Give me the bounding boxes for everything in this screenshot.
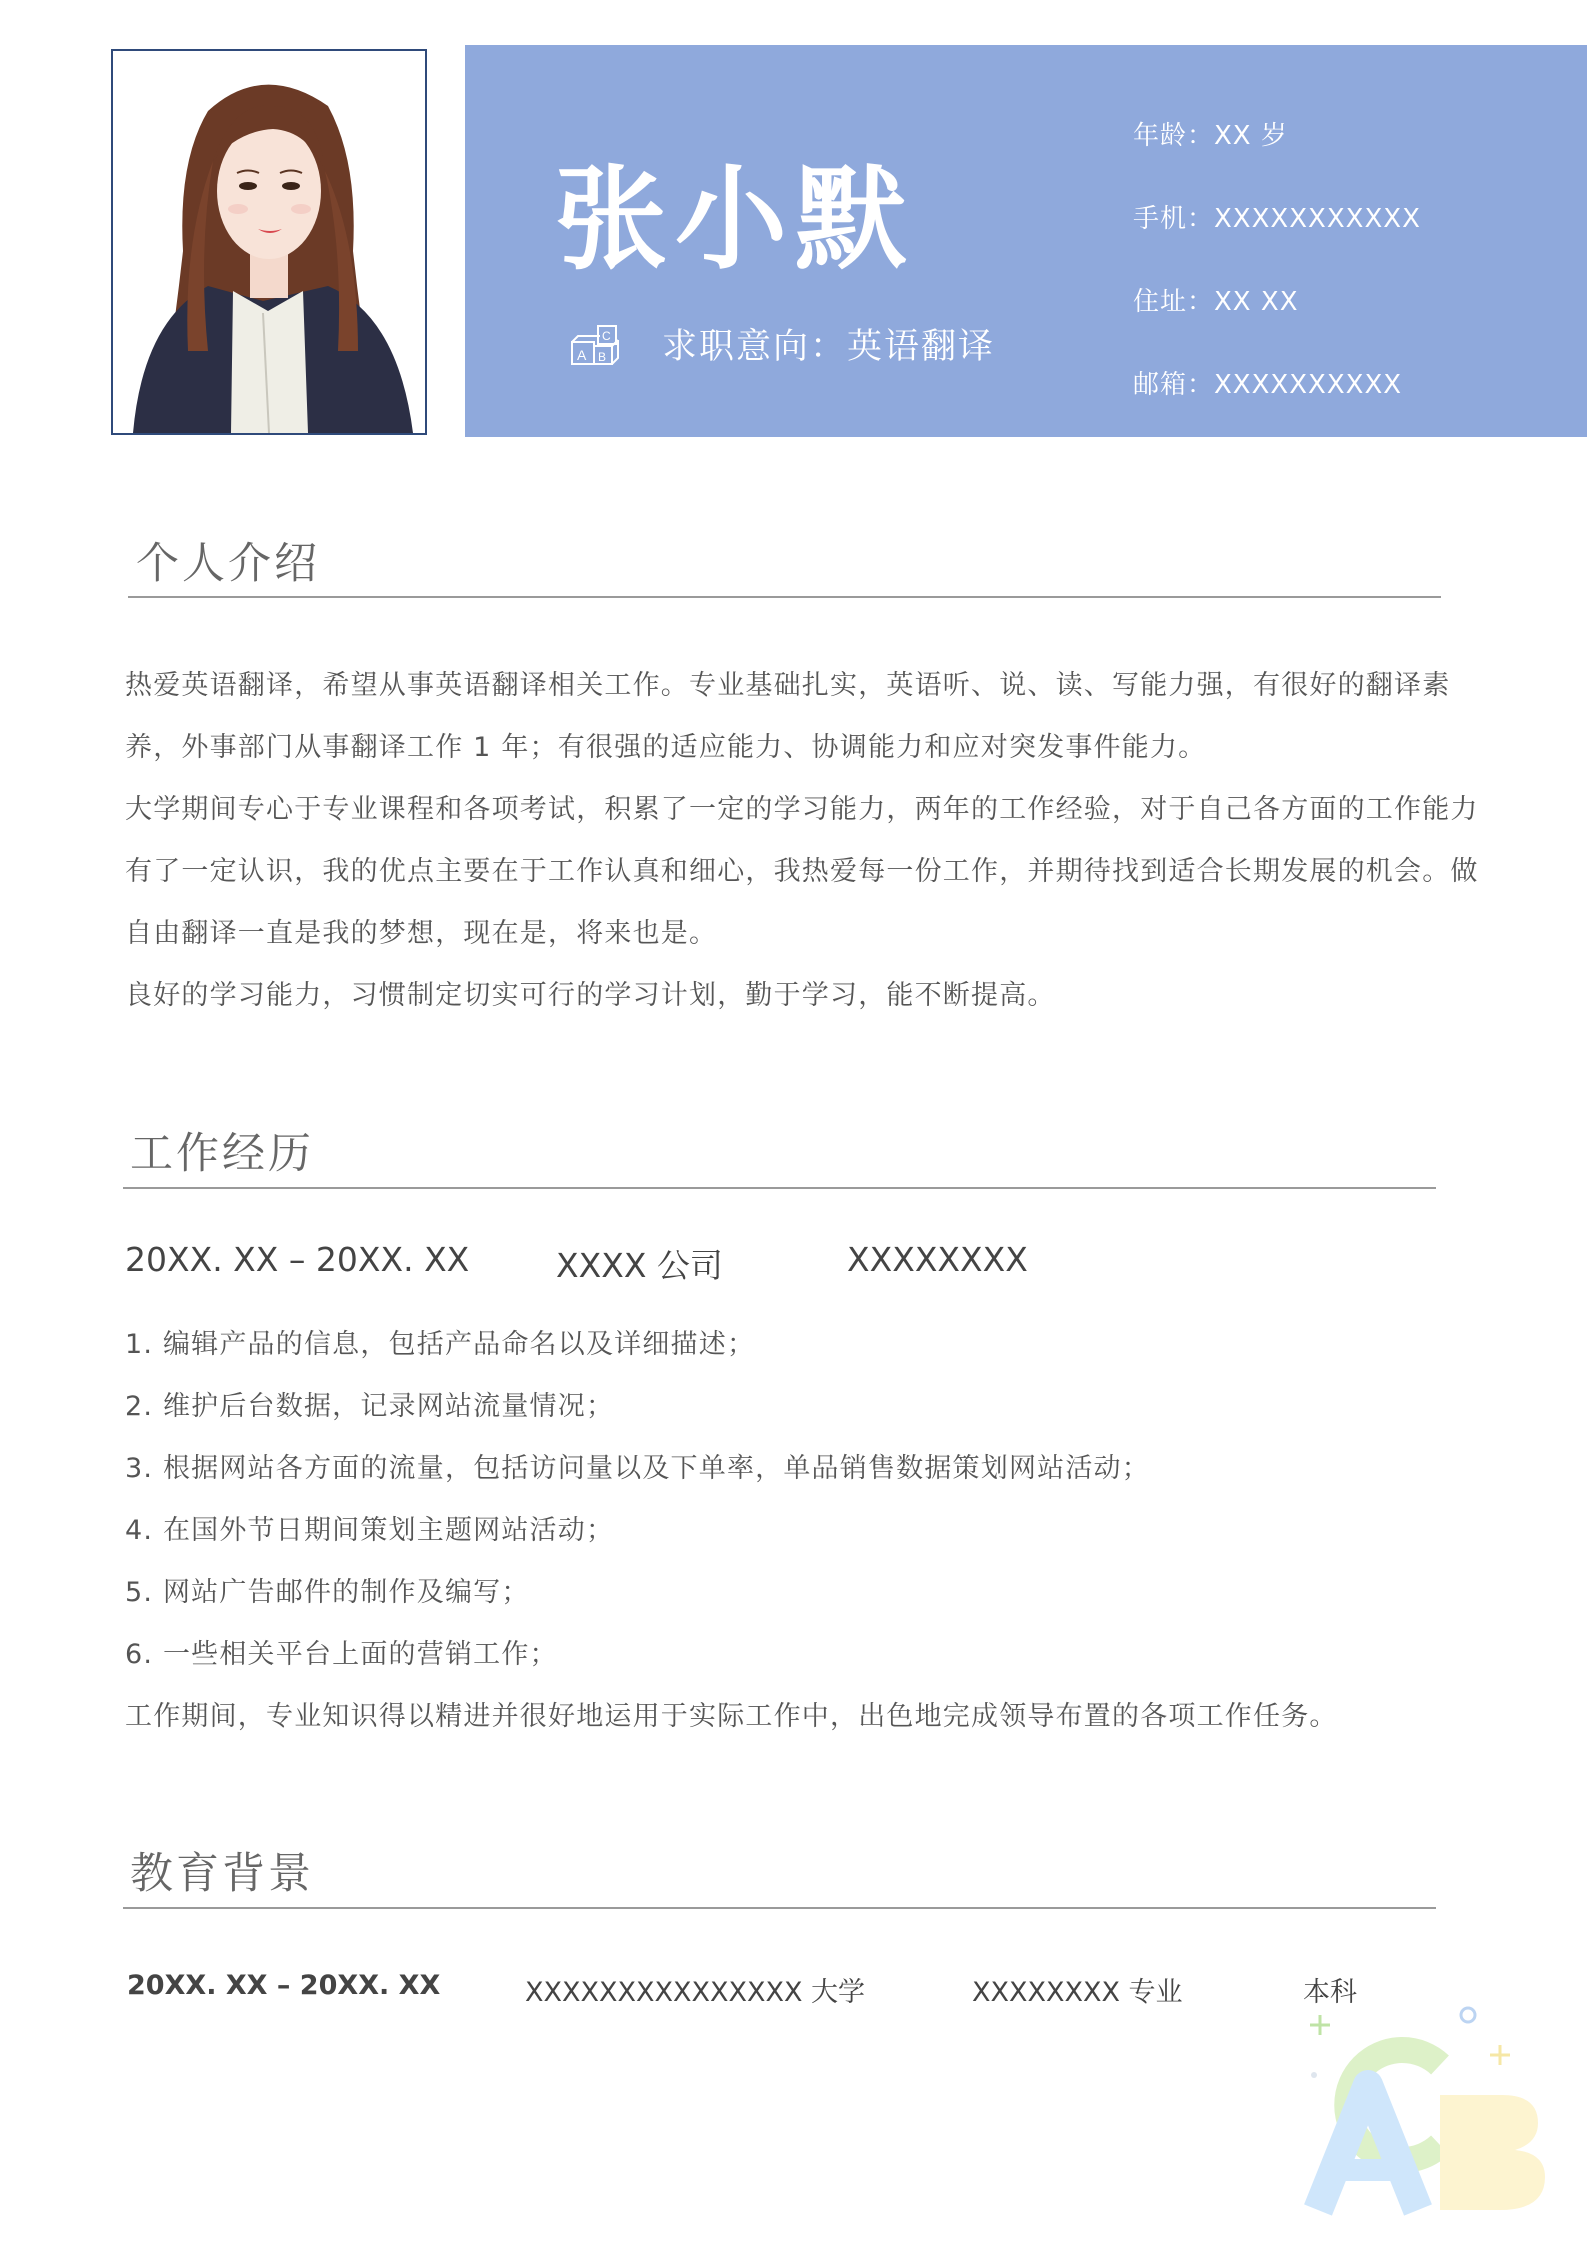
header-banner	[465, 45, 1587, 437]
work-duty-item: 2. 维护后台数据，记录网站流量情况；	[125, 1391, 615, 1422]
abc-blocks-icon	[568, 320, 630, 372]
education-school: XXXXXXXXXXXXXXX 大学	[525, 1977, 866, 2008]
phone-info: 手机：XXXXXXXXXXX	[1133, 204, 1421, 234]
work-summary: 工作期间，专业知识得以精进并很好地运用于实际工作中，出色地完成领导布置的各项工作任务。	[125, 1701, 1338, 1732]
section-title-education: 教育背景	[130, 1849, 314, 1899]
work-duty-item: 1. 编辑产品的信息，包括产品命名以及详细描述；	[125, 1329, 756, 1360]
job-intent: 求职意向：英语翻译	[662, 327, 996, 367]
profile-photo	[111, 49, 427, 435]
work-duty-item: 6. 一些相关平台上面的营销工作；	[125, 1639, 558, 1670]
education-major: XXXXXXXX 专业	[972, 1977, 1183, 2008]
svg-text:A: A	[577, 347, 587, 363]
intro-paragraph: 大学期间专心于专业课程和各项考试，积累了一定的学习能力，两年的工作经验，对于自己各方面的工作能力有了一定认识，我的优点主要在于工作认真和细心，我热爱每一份工作，并期待找到适合长期发展的机会。做自由翻译一直是我的梦想，现在是，将来也是。	[125, 794, 1479, 949]
portrait-illustration	[113, 51, 425, 433]
education-degree: 本科	[1303, 1977, 1357, 2008]
education-period: 20XX. XX – 20XX. XX	[127, 1970, 441, 2001]
section-title-intro: 个人介绍	[136, 539, 320, 589]
work-duty-item: 3. 根据网站各方面的流量，包括访问量以及下单率，单品销售数据策划网站活动；	[125, 1453, 1150, 1484]
svg-text:C: C	[602, 329, 611, 343]
email-info: 邮箱：XXXXXXXXXX	[1133, 370, 1403, 400]
section-title-work: 工作经历	[130, 1129, 314, 1179]
section-divider	[123, 1907, 1436, 1909]
work-period: 20XX. XX – 20XX. XX	[125, 1240, 470, 1279]
work-duty-item: 5. 网站广告邮件的制作及编写；	[125, 1577, 530, 1608]
section-divider	[123, 1187, 1436, 1189]
intro-paragraph: 良好的学习能力，习惯制定切实可行的学习计划，勤于学习，能不断提高。	[125, 980, 1056, 1011]
svg-text:B: B	[598, 350, 607, 364]
candidate-name: 张小默	[555, 155, 915, 285]
work-position: XXXXXXXX	[847, 1240, 1028, 1279]
work-company: XXXX 公司	[556, 1246, 723, 1285]
intro-paragraph: 热爱英语翻译，希望从事英语翻译相关工作。专业基础扎实，英语听、说、读、写能力强，有很好的翻译素养，外事部门从事翻译工作 1 年；有很强的适应能力、协调能力和应对突发事件能力。	[125, 670, 1451, 763]
address-info: 住址：XX XX	[1133, 287, 1299, 317]
section-divider	[128, 596, 1441, 598]
age-info: 年龄：XX 岁	[1133, 121, 1288, 151]
abc-decoration-icon	[1290, 1985, 1580, 2225]
work-duty-item: 4. 在国外节日期间策划主题网站活动；	[125, 1515, 615, 1546]
